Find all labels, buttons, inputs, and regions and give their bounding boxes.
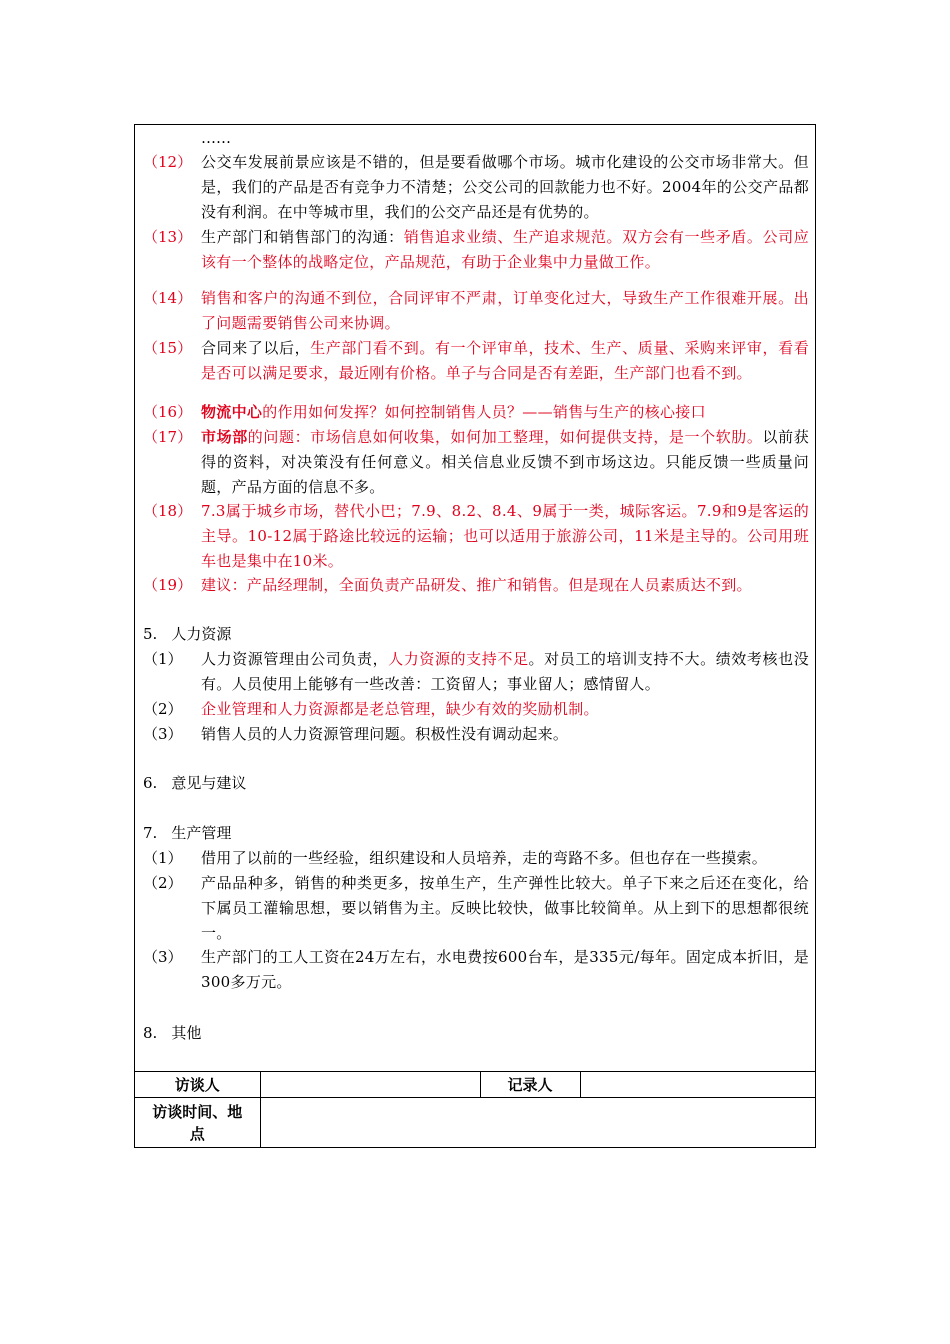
item-text-segment: 以前获得的资料，对决策没有任何意义。相关信息业反馈不到市场这边。只能反馈一些质量问题，产品方面的信息不多。: [201, 428, 809, 496]
item-text: [201, 425, 809, 499]
item-text-segment: 人力资源的支持不足: [388, 650, 529, 668]
item-number: （13）: [143, 228, 193, 246]
item-text: [201, 225, 809, 275]
item-text-segment: 合同来了以后，: [201, 339, 311, 357]
item-text-segment: 企业管理和人力资源都是老总管理，缺少有效的奖励机制。: [201, 700, 599, 718]
item-number: （3）: [143, 948, 183, 966]
item-text: [201, 647, 809, 697]
item-text-segment: 人力资源管理由公司负责，: [201, 650, 389, 668]
item-number: （14）: [143, 289, 193, 307]
interview-record-frame: [134, 124, 816, 1148]
section-8-heading: 8. 其他: [143, 1024, 202, 1042]
item-text-segment: 生产部门和销售部门的沟通：: [201, 228, 404, 246]
item-text-segment: 销售和客户的沟通不到位，合同评审不严肃，订单变化过大，导致生产工作很难开展。出了问题需要销售公司来协调。: [201, 289, 809, 332]
item-text-segment: 销售人员的人力资源管理问题。积极性没有调动起来。: [201, 725, 569, 743]
item-text-segment: 。对员工的培训支持不大。绩效考核也没有。人员使用上能够有一些改善：工资留人；事业留人；感情留人。: [201, 650, 809, 693]
item-text-segment: 产品品种多，销售的种类更多，按单生产，生产弹性比较大。单子下来之后还在变化，给下属员工灌输思想，要以销售为主。反映比较快，做事比较简单。从上到下的思想都很统一。: [201, 874, 809, 942]
item-text-segment: 建议：产品经理制，全面负责产品研发、推广和销售。但是现在人员素质达不到。: [201, 576, 752, 594]
item-text-segment: 借用了以前的一些经验，组织建设和人员培养，走的弯路不多。但也存在一些摸索。: [201, 849, 768, 867]
interviewer-label: 访谈人: [135, 1072, 260, 1098]
item-text-segment: 公交车发展前景应该是不错的，但是要看做哪个市场。城市化建设的公交市场非常大。但是，我们的产品是否有竞争力不清楚；公交公司的回款能力也不好。2004年的公交产品都没有利润。在中等城市里，我们的公交产品还是有优势的。: [201, 153, 809, 221]
item-text-segment: 生产部门的工人工资在24万左右，水电费按600台车，是335元/每年。固定成本折旧，是300多万元。: [201, 948, 809, 991]
item-text: [201, 499, 809, 573]
time-place-field[interactable]: [260, 1098, 815, 1148]
item-text: [201, 150, 809, 224]
section-7-heading: 7. 生产管理: [143, 824, 232, 842]
item-number: （16）: [143, 403, 193, 421]
item-number: （15）: [143, 339, 193, 357]
item-number: （2）: [143, 700, 183, 718]
item-text: [201, 846, 809, 871]
item-text: [201, 697, 809, 722]
item-number: （19）: [143, 576, 193, 594]
section-6-heading: 6. 意见与建议: [143, 774, 247, 792]
signature-table: [135, 1071, 815, 1148]
item-text: [201, 573, 809, 598]
item-text: [201, 945, 809, 995]
item-text-segment: 物流中心: [201, 403, 263, 421]
item-text: [201, 286, 809, 336]
item-number: （12）: [143, 153, 193, 171]
item-number: （2）: [143, 874, 183, 892]
interviewer-field[interactable]: [260, 1072, 480, 1098]
item-text: [201, 336, 809, 386]
recorder-label: 记录人: [480, 1072, 580, 1098]
ellipsis: ……: [201, 129, 231, 147]
recorder-field[interactable]: [580, 1072, 815, 1098]
item-text: [201, 400, 809, 425]
item-number: （17）: [143, 428, 193, 446]
item-text: [201, 722, 809, 747]
time-place-label: 访谈时间、地点: [135, 1098, 260, 1148]
item-number: （1）: [143, 650, 183, 668]
item-text-segment: 生产部门看不到。有一个评审单，技术、生产、质量、采购来评审，看看是否可以满足要求，最近刚有价格。单子与合同是否有差距，生产部门也看不到。: [201, 339, 809, 382]
interview-notes: [135, 125, 815, 1071]
item-number: （1）: [143, 849, 183, 867]
section-5-heading: 5. 人力资源: [143, 625, 232, 643]
item-text-segment: 7.3属于城乡市场，替代小巴；7.9、8.2、8.4、9属于一类，城际客运。7.9和9是客运的主导。10-12属于路途比较远的运输；也可以适用于旅游公司，11米是主导的。公司用班车也是集中在10米。: [201, 502, 809, 570]
item-text-segment: 市场部: [201, 428, 248, 446]
item-number: （3）: [143, 725, 183, 743]
item-text: [201, 871, 809, 945]
item-number: （18）: [143, 502, 193, 520]
item-text-segment: 销售追求业绩、生产追求规范。双方会有一些矛盾。公司应该有一个整体的战略定位，产品规范，有助于企业集中力量做工作。: [201, 228, 809, 271]
item-text-segment: 的问题：市场信息如何收集，如何加工整理，如何提供支持，是一个软肋。: [247, 428, 763, 446]
item-text-segment: 的作用如何发挥？如何控制销售人员？——销售与生产的核心接口: [262, 403, 706, 421]
